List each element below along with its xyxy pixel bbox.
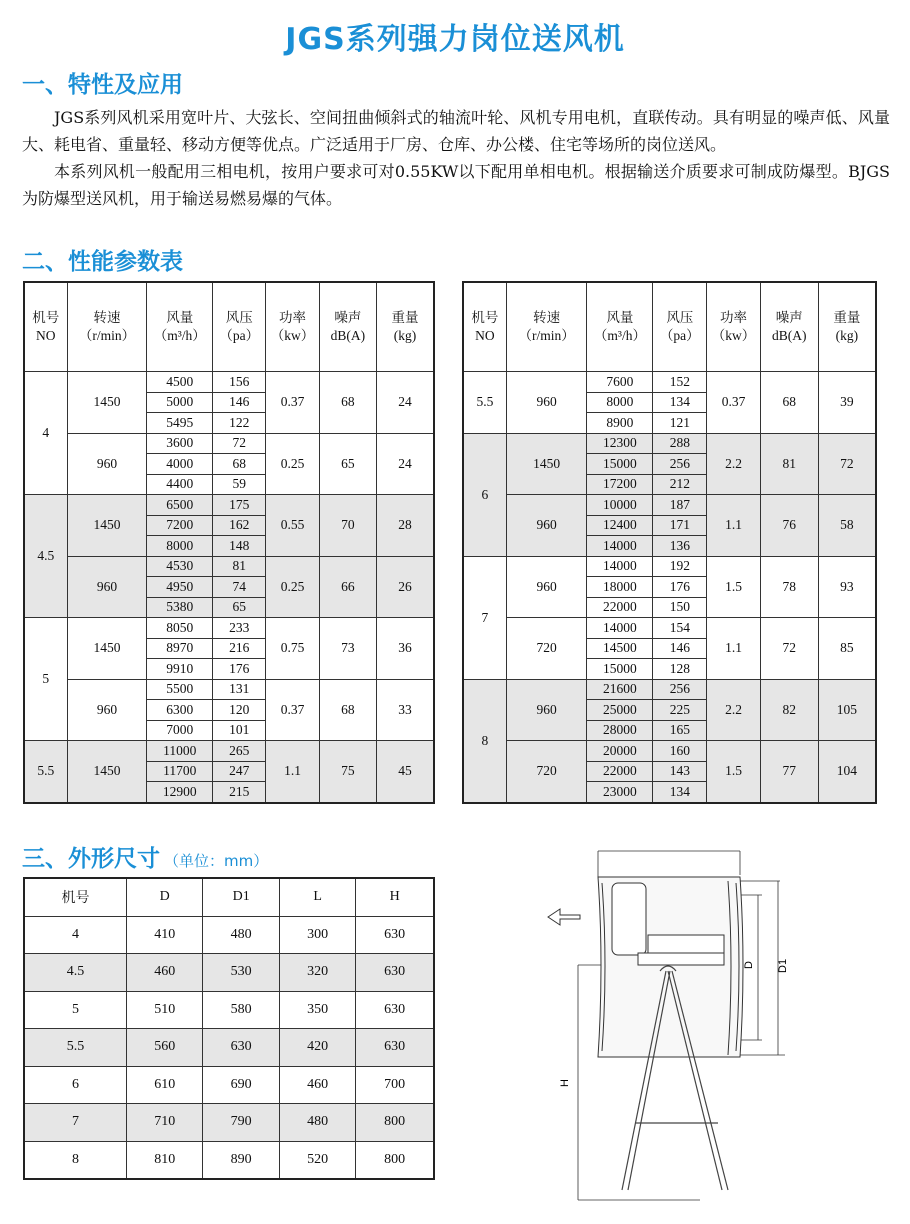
- fan-drawing: [540, 845, 800, 1205]
- pressure-cell: 175: [213, 495, 266, 516]
- dim-header-cell: D1: [203, 878, 279, 916]
- flow-cell: 8900: [587, 413, 653, 434]
- dim-header-cell: D: [127, 878, 203, 916]
- section-heading-dimensions: [22, 840, 268, 873]
- speed-header-unit: （r/min）: [518, 328, 575, 343]
- table-row: [24, 495, 434, 516]
- table-row: [463, 741, 876, 762]
- table-row: [24, 372, 434, 393]
- table-row: [463, 618, 876, 639]
- label-d: D: [743, 961, 755, 969]
- speed-cell: 960: [506, 556, 587, 618]
- power-cell: 0.37: [266, 372, 319, 434]
- noise-cell: 82: [760, 679, 818, 741]
- pressure-cell: 256: [653, 679, 707, 700]
- flow-cell: 17200: [587, 474, 653, 495]
- pressure-header-label: 风压: [225, 310, 253, 325]
- pressure-cell: 143: [653, 761, 707, 782]
- dim-cell: 580: [203, 991, 279, 1029]
- weight-cell: 39: [818, 372, 876, 434]
- pressure-cell: 165: [653, 720, 707, 741]
- noise-cell: 70: [319, 495, 376, 557]
- speed-cell: 1450: [67, 618, 147, 680]
- model-number-cell: 4: [24, 372, 67, 495]
- dim-cell: 510: [127, 991, 203, 1029]
- pressure-cell: 148: [213, 536, 266, 557]
- dim-cell: 480: [279, 1104, 355, 1142]
- dim-cell: 890: [203, 1141, 279, 1179]
- flow-header: [147, 282, 213, 372]
- no-header-label: 机号: [32, 310, 60, 325]
- flow-cell: 3600: [147, 433, 213, 454]
- dimensions-table: [23, 877, 435, 1180]
- features-paragraph-2: 本系列风机一般配用三相电机，按用户要求可对0.55KW以下配用单相电机。根据输送介质要求可制成防爆型。BJGS为防爆型送风机，用于输送易燃易爆的气体。: [22, 162, 890, 208]
- pressure-cell: 176: [653, 577, 707, 598]
- power-cell: 2.2: [707, 433, 761, 495]
- pressure-cell: 120: [213, 700, 266, 721]
- label-h: H: [559, 1079, 571, 1087]
- flow-cell: 15000: [587, 454, 653, 475]
- pressure-cell: 156: [213, 372, 266, 393]
- speed-cell: 1450: [67, 372, 147, 434]
- weight-cell: 24: [377, 372, 434, 434]
- power-cell: 1.1: [707, 495, 761, 557]
- pressure-cell: 134: [653, 782, 707, 803]
- dim-cell: 420: [279, 1029, 355, 1067]
- speed-cell: 960: [67, 433, 147, 495]
- table-row: [24, 1141, 434, 1179]
- pressure-cell: 131: [213, 679, 266, 700]
- pressure-header: [653, 282, 707, 372]
- power-cell: 1.1: [266, 741, 319, 803]
- dim-cell: 560: [127, 1029, 203, 1067]
- flow-cell: 12400: [587, 515, 653, 536]
- weight-cell: 24: [377, 433, 434, 495]
- noise-header: [319, 282, 376, 372]
- flow-cell: 8000: [147, 536, 213, 557]
- flow-cell: 8000: [587, 392, 653, 413]
- weight-cell: 105: [818, 679, 876, 741]
- weight-cell: 72: [818, 433, 876, 495]
- pressure-cell: 72: [213, 433, 266, 454]
- weight-header-label: 重量: [833, 310, 861, 325]
- weight-header-label: 重量: [391, 310, 419, 325]
- flow-cell: 21600: [587, 679, 653, 700]
- dim-cell: 810: [127, 1141, 203, 1179]
- noise-header-label: 噪声: [334, 310, 362, 325]
- noise-cell: 68: [319, 372, 376, 434]
- dim-cell: 530: [203, 954, 279, 992]
- noise-cell: 76: [760, 495, 818, 557]
- flow-cell: 7000: [147, 720, 213, 741]
- weight-cell: 58: [818, 495, 876, 557]
- performance-table-right: [462, 281, 877, 804]
- pressure-header-label: 风压: [666, 310, 694, 325]
- dim-cell: 460: [279, 1066, 355, 1104]
- pressure-cell: 65: [213, 597, 266, 618]
- pressure-cell: 288: [653, 433, 707, 454]
- table-row: [24, 954, 434, 992]
- dim-cell: 710: [127, 1104, 203, 1142]
- dimensions-unit: （单位：mm）: [164, 852, 269, 870]
- header-row: [24, 282, 434, 372]
- dim-cell: 700: [356, 1066, 434, 1104]
- speed-cell: 1450: [67, 741, 147, 803]
- power-cell: 2.2: [707, 679, 761, 741]
- no-header: [24, 282, 67, 372]
- flow-cell: 7200: [147, 515, 213, 536]
- table-row: [24, 1066, 434, 1104]
- flow-cell: 22000: [587, 597, 653, 618]
- pressure-cell: 160: [653, 741, 707, 762]
- dim-cell: 630: [356, 1029, 434, 1067]
- flow-cell: 11000: [147, 741, 213, 762]
- speed-cell: 1450: [67, 495, 147, 557]
- pressure-cell: 121: [653, 413, 707, 434]
- flow-cell: 14000: [587, 556, 653, 577]
- speed-cell: 960: [67, 556, 147, 618]
- power-header-label: 功率: [720, 310, 747, 325]
- flow-cell: 28000: [587, 720, 653, 741]
- power-cell: 1.5: [707, 741, 761, 803]
- pressure-cell: 134: [653, 392, 707, 413]
- dim-cell: 6: [24, 1066, 127, 1104]
- flow-cell: 4950: [147, 577, 213, 598]
- pressure-cell: 233: [213, 618, 266, 639]
- dim-header-cell: L: [279, 878, 355, 916]
- flow-cell: 5495: [147, 413, 213, 434]
- pressure-cell: 215: [213, 782, 266, 803]
- flow-cell: 9910: [147, 659, 213, 680]
- model-number-cell: 5.5: [463, 372, 506, 434]
- pressure-cell: 171: [653, 515, 707, 536]
- flow-cell: 18000: [587, 577, 653, 598]
- noise-cell: 66: [319, 556, 376, 618]
- model-number-cell: 5.5: [24, 741, 67, 803]
- header-row: [463, 282, 876, 372]
- dim-cell: 610: [127, 1066, 203, 1104]
- pressure-cell: 162: [213, 515, 266, 536]
- table-row: [24, 556, 434, 577]
- power-header: [707, 282, 761, 372]
- table-row: [463, 556, 876, 577]
- flow-cell: 11700: [147, 761, 213, 782]
- flow-cell: 12900: [147, 782, 213, 803]
- flow-header-label: 风量: [166, 310, 194, 325]
- pressure-header-unit: （pa）: [219, 328, 260, 343]
- noise-cell: 65: [319, 433, 376, 495]
- power-cell: 0.25: [266, 433, 319, 495]
- section-heading-features: 一、特性及应用: [22, 72, 183, 98]
- noise-cell: 78: [760, 556, 818, 618]
- noise-cell: 68: [760, 372, 818, 434]
- flow-cell: 6300: [147, 700, 213, 721]
- model-number-cell: 7: [463, 556, 506, 679]
- flow-cell: 6500: [147, 495, 213, 516]
- pressure-cell: 216: [213, 638, 266, 659]
- pressure-cell: 176: [213, 659, 266, 680]
- pressure-cell: 154: [653, 618, 707, 639]
- dim-cell: 350: [279, 991, 355, 1029]
- table-row: [24, 1029, 434, 1067]
- speed-cell: 960: [67, 679, 147, 741]
- flow-cell: 23000: [587, 782, 653, 803]
- pressure-cell: 146: [213, 392, 266, 413]
- pressure-header-unit: （pa）: [659, 328, 700, 343]
- speed-cell: 960: [506, 679, 587, 741]
- flow-header-label: 风量: [606, 310, 634, 325]
- pressure-cell: 187: [653, 495, 707, 516]
- noise-header-label: 噪声: [775, 310, 803, 325]
- flow-cell: 4500: [147, 372, 213, 393]
- pressure-cell: 101: [213, 720, 266, 741]
- table-row: [463, 495, 876, 516]
- pressure-cell: 192: [653, 556, 707, 577]
- dim-cell: 480: [203, 916, 279, 954]
- power-cell: 0.55: [266, 495, 319, 557]
- speed-cell: 1450: [506, 433, 587, 495]
- power-cell: 1.5: [707, 556, 761, 618]
- model-number-cell: 6: [463, 433, 506, 556]
- flow-cell: 8970: [147, 638, 213, 659]
- weight-cell: 93: [818, 556, 876, 618]
- table-row: [24, 433, 434, 454]
- flow-cell: 14500: [587, 638, 653, 659]
- weight-cell: 26: [377, 556, 434, 618]
- flow-cell: 5000: [147, 392, 213, 413]
- weight-cell: 28: [377, 495, 434, 557]
- dim-cell: 630: [203, 1029, 279, 1067]
- pressure-cell: 81: [213, 556, 266, 577]
- weight-cell: 104: [818, 741, 876, 803]
- pressure-cell: 74: [213, 577, 266, 598]
- dim-cell: 4.5: [24, 954, 127, 992]
- noise-header-unit: dB(A): [772, 328, 807, 343]
- table-row: [24, 741, 434, 762]
- pressure-cell: 68: [213, 454, 266, 475]
- dim-cell: 630: [356, 916, 434, 954]
- power-cell: 1.1: [707, 618, 761, 680]
- speed-header-label: 转速: [533, 310, 561, 325]
- pressure-cell: 152: [653, 372, 707, 393]
- noise-cell: 77: [760, 741, 818, 803]
- features-text: [22, 104, 890, 212]
- dim-cell: 8: [24, 1141, 127, 1179]
- weight-cell: 85: [818, 618, 876, 680]
- model-number-cell: 4.5: [24, 495, 67, 618]
- table-row: [463, 372, 876, 393]
- noise-header-unit: dB(A): [330, 328, 366, 343]
- noise-cell: 81: [760, 433, 818, 495]
- dim-cell: 800: [356, 1141, 434, 1179]
- model-number-cell: 8: [463, 679, 506, 803]
- noise-cell: 73: [319, 618, 376, 680]
- pressure-cell: 136: [653, 536, 707, 557]
- weight-cell: 36: [377, 618, 434, 680]
- pressure-cell: 265: [213, 741, 266, 762]
- speed-header-unit: （r/min）: [78, 328, 136, 343]
- pressure-cell: 128: [653, 659, 707, 680]
- flow-cell: 12300: [587, 433, 653, 454]
- table-row: [463, 433, 876, 454]
- no-header: [463, 282, 506, 372]
- dim-header-cell: H: [356, 878, 434, 916]
- power-header-label: 功率: [279, 310, 307, 325]
- features-paragraph-1: JGS系列风机采用宽叶片、大弦长、空间扭曲倾斜式的轴流叶轮、风机专用电机，直联传动。具有明显的噪声低、风量大、耗电省、重量轻、移动方便等优点。广泛适用于厂房、仓库、办公楼、住宅等场所的岗位送风。: [22, 108, 890, 154]
- flow-cell: 15000: [587, 659, 653, 680]
- flow-cell: 14000: [587, 536, 653, 557]
- dim-cell: 4: [24, 916, 127, 954]
- pressure-cell: 150: [653, 597, 707, 618]
- flow-cell: 22000: [587, 761, 653, 782]
- weight-cell: 45: [377, 741, 434, 803]
- pressure-cell: 247: [213, 761, 266, 782]
- dim-cell: 300: [279, 916, 355, 954]
- dim-cell: 630: [356, 954, 434, 992]
- table-row: [24, 1104, 434, 1142]
- speed-header: [67, 282, 147, 372]
- dim-cell: 320: [279, 954, 355, 992]
- flow-cell: 4000: [147, 454, 213, 475]
- table-row: [463, 679, 876, 700]
- dim-cell: 790: [203, 1104, 279, 1142]
- dim-cell: 690: [203, 1066, 279, 1104]
- weight-header-unit: (kg): [835, 328, 859, 343]
- dim-cell: 460: [127, 954, 203, 992]
- speed-cell: 720: [506, 741, 587, 803]
- page-title: JGS系列强力岗位送风机: [285, 22, 625, 57]
- flow-header-unit: （m³/h）: [593, 328, 646, 343]
- power-header-unit: （kw）: [711, 328, 756, 343]
- dim-cell: 410: [127, 916, 203, 954]
- flow-cell: 8050: [147, 618, 213, 639]
- dim-cell: 7: [24, 1104, 127, 1142]
- pressure-cell: 59: [213, 474, 266, 495]
- power-cell: 0.25: [266, 556, 319, 618]
- weight-cell: 33: [377, 679, 434, 741]
- speed-cell: 960: [506, 495, 587, 557]
- no-header-unit: NO: [475, 328, 495, 343]
- dim-cell: 5.5: [24, 1029, 127, 1067]
- no-header-label: 机号: [471, 310, 499, 325]
- noise-header: [760, 282, 818, 372]
- flow-header: [587, 282, 653, 372]
- power-cell: 0.75: [266, 618, 319, 680]
- pressure-cell: 256: [653, 454, 707, 475]
- dim-header-cell: 机号: [24, 878, 127, 916]
- label-d1: D1: [777, 958, 789, 973]
- pressure-cell: 225: [653, 700, 707, 721]
- performance-table-left: [23, 281, 435, 804]
- flow-cell: 7600: [587, 372, 653, 393]
- pressure-header: [213, 282, 266, 372]
- noise-cell: 72: [760, 618, 818, 680]
- table-row: [24, 618, 434, 639]
- flow-cell: 5500: [147, 679, 213, 700]
- speed-cell: 960: [506, 372, 587, 434]
- pressure-cell: 146: [653, 638, 707, 659]
- pressure-cell: 212: [653, 474, 707, 495]
- section-heading-performance: 二、性能参数表: [22, 249, 183, 275]
- noise-cell: 75: [319, 741, 376, 803]
- pressure-cell: 122: [213, 413, 266, 434]
- flow-cell: 20000: [587, 741, 653, 762]
- weight-header: [818, 282, 876, 372]
- table-row: [24, 679, 434, 700]
- speed-header-label: 转速: [93, 310, 121, 325]
- table-row: [24, 991, 434, 1029]
- power-cell: 0.37: [707, 372, 761, 434]
- flow-cell: 5380: [147, 597, 213, 618]
- power-cell: 0.37: [266, 679, 319, 741]
- flow-cell: 4400: [147, 474, 213, 495]
- table-row: [24, 916, 434, 954]
- speed-cell: 720: [506, 618, 587, 680]
- flow-cell: 14000: [587, 618, 653, 639]
- dim-cell: 520: [279, 1141, 355, 1179]
- header-row: [24, 878, 434, 916]
- flow-cell: 10000: [587, 495, 653, 516]
- flow-header-unit: （m³/h）: [153, 328, 206, 343]
- noise-cell: 68: [319, 679, 376, 741]
- power-header: [266, 282, 319, 372]
- dimensions-heading-text: 三、外形尺寸: [22, 846, 160, 872]
- dim-cell: 5: [24, 991, 127, 1029]
- weight-header-unit: (kg): [393, 328, 417, 343]
- power-header-unit: （kw）: [270, 328, 315, 343]
- flow-cell: 25000: [587, 700, 653, 721]
- no-header-unit: NO: [36, 328, 56, 343]
- dim-cell: 630: [356, 991, 434, 1029]
- dim-cell: 800: [356, 1104, 434, 1142]
- weight-header: [377, 282, 434, 372]
- flow-cell: 4530: [147, 556, 213, 577]
- model-number-cell: 5: [24, 618, 67, 741]
- speed-header: [506, 282, 587, 372]
